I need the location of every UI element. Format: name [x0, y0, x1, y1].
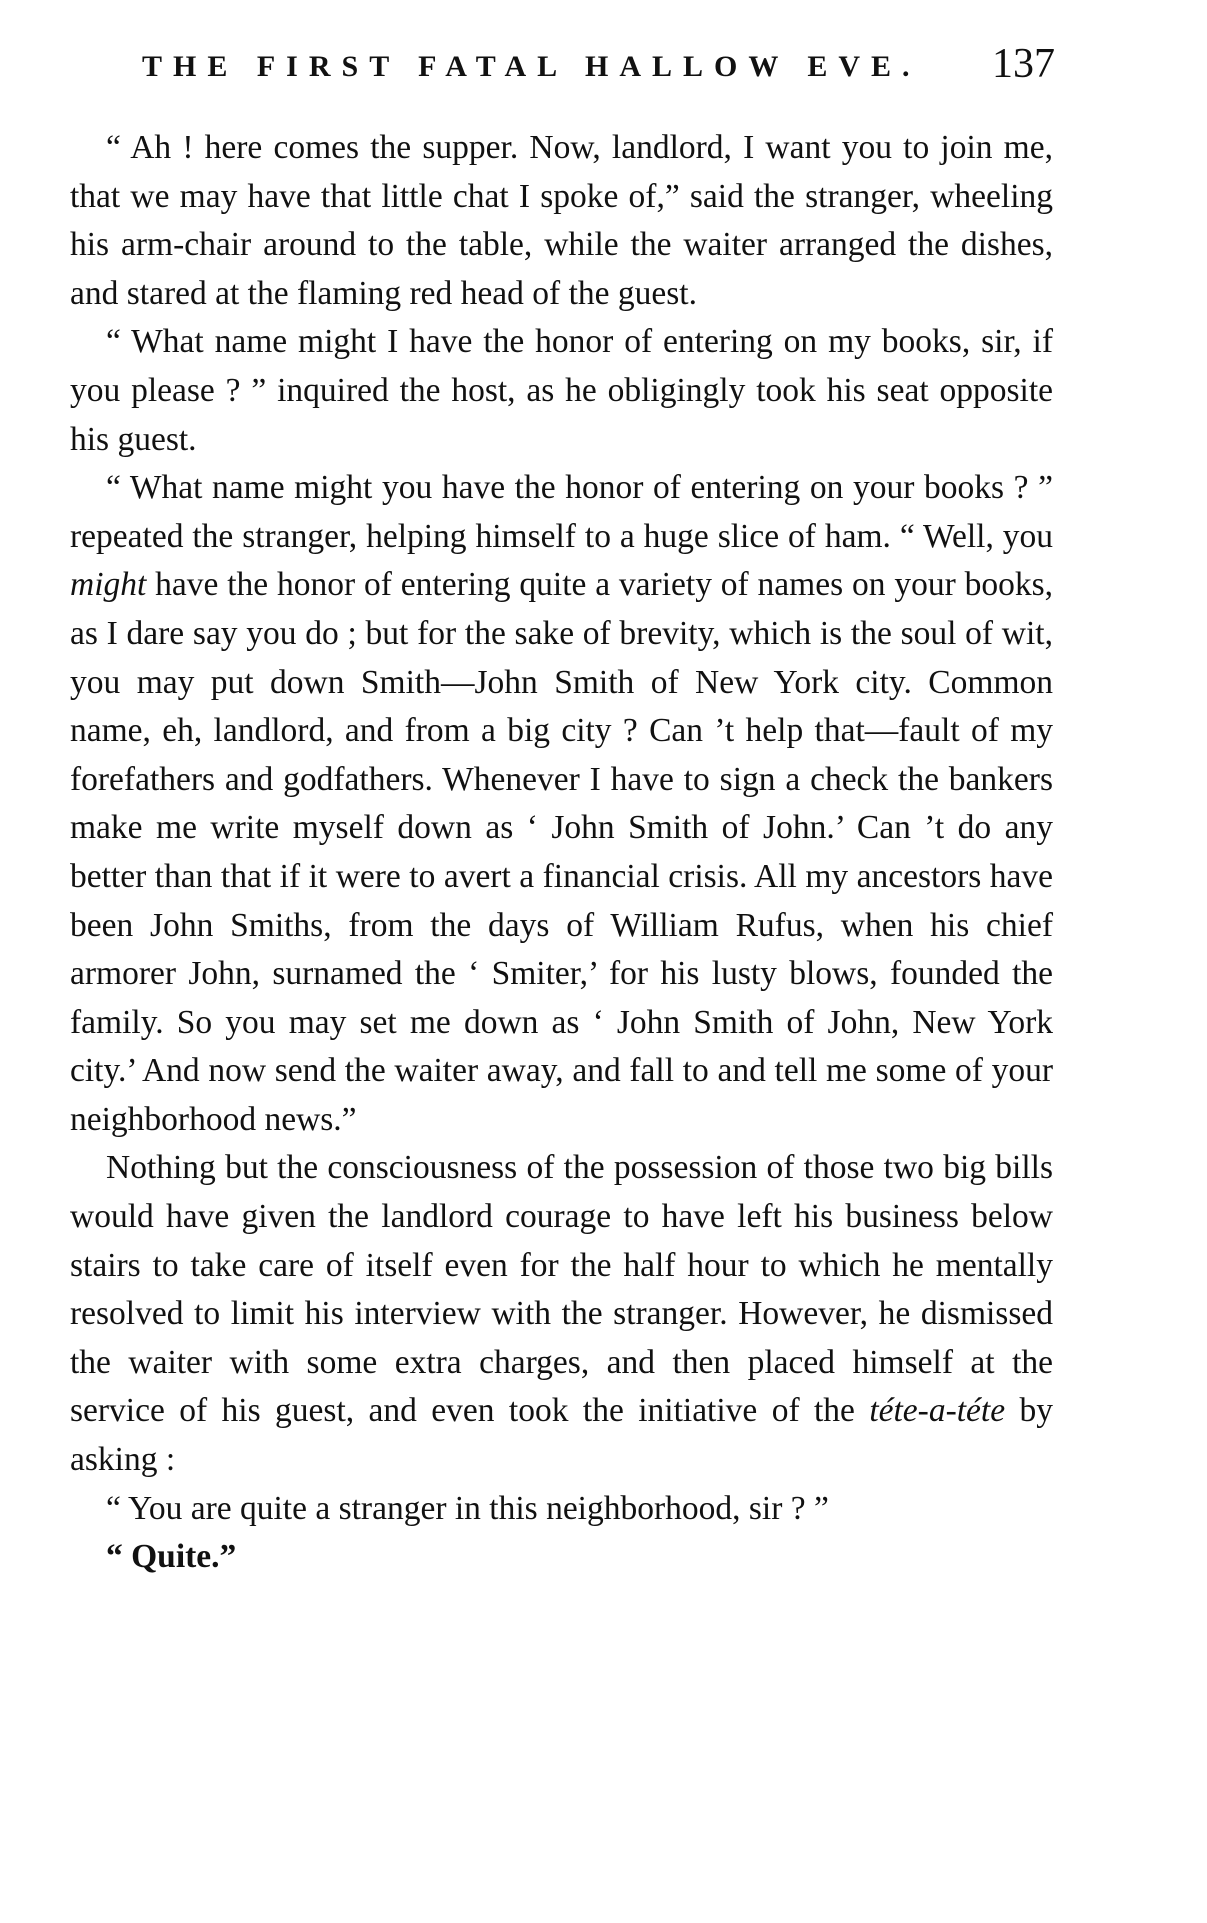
body-text — [70, 124, 1053, 1582]
page-number: 137 — [992, 41, 1055, 87]
paragraph-landlord-courage — [70, 1144, 1053, 1484]
paragraph-stranger-reply-part-2: have the honor of entering quite a variety of names on your books, as I dare say you do ; but for the sake of brevity, which is the soul of wit, you may put down Smith—John Smith of New York city. Common name, eh, landlord, and from a big city ? Can ’t help that—fault of my forefathers and godfathers. Whenever I have to sign a check the bankers make me write myself down as ‘ John Smith of John.’ Can ’t do any better than that if it were to avert a financial crisis. All my ancestors have been John Smiths, from the days of William Rufus, when his chief armorer John, surnamed the ‘ Smiter,’ for his lusty blows, founded the family. So you may set me down as ‘ John Smith of John, New York city.’ And now send the waiter away, and fall to and tell me some of your neighborhood news.” — [70, 566, 1053, 1138]
paragraph-stranger-question: “ You are quite a stranger in this neighborhood, sir ? ” — [106, 1489, 829, 1527]
paragraph-stranger-reply-part-1: “ What name might you have the honor of entering on your books ? ” repeated the stranger, helping himself to a huge slice of ham. “ Well, you — [70, 469, 1053, 555]
italic-tete-a-tete: téte-a-téte — [869, 1392, 1006, 1430]
paragraph-landlord-courage-part-1: Nothing but the consciousness of the possession of those two big bills would have given the landlord courage to have left his business below stairs to take care of itself even for the half hour to which he mentally resolved to limit his interview with the stranger. However, he dismissed the waiter with some extra charges, and then placed himself at the service of his guest, and even took the initiative of the — [70, 1149, 1053, 1430]
paragraph-host-question: “ What name might I have the honor of entering on my books, sir, if you please ? ” inquired the host, as he obligingly took his seat opposite his guest. — [70, 323, 1053, 458]
italic-might: might — [70, 566, 147, 604]
running-title: THE FIRST FATAL HALLOW EVE. — [142, 50, 921, 83]
paragraph-stranger-reply — [70, 464, 1053, 1144]
paragraph-quite: “ Quite.” — [106, 1538, 237, 1576]
paragraph-landlord-courage-part-2: by asking : — [70, 1392, 1054, 1479]
paragraph-supper: “ Ah ! here comes the supper. Now, landlord, I want you to join me, that we may have that little chat I spoke of,” said the stranger, wheeling his arm-chair around to the table, while the waiter arranged the dishes, and stared at the flaming red head of the guest. — [70, 129, 1053, 312]
page-header — [136, 38, 1061, 98]
